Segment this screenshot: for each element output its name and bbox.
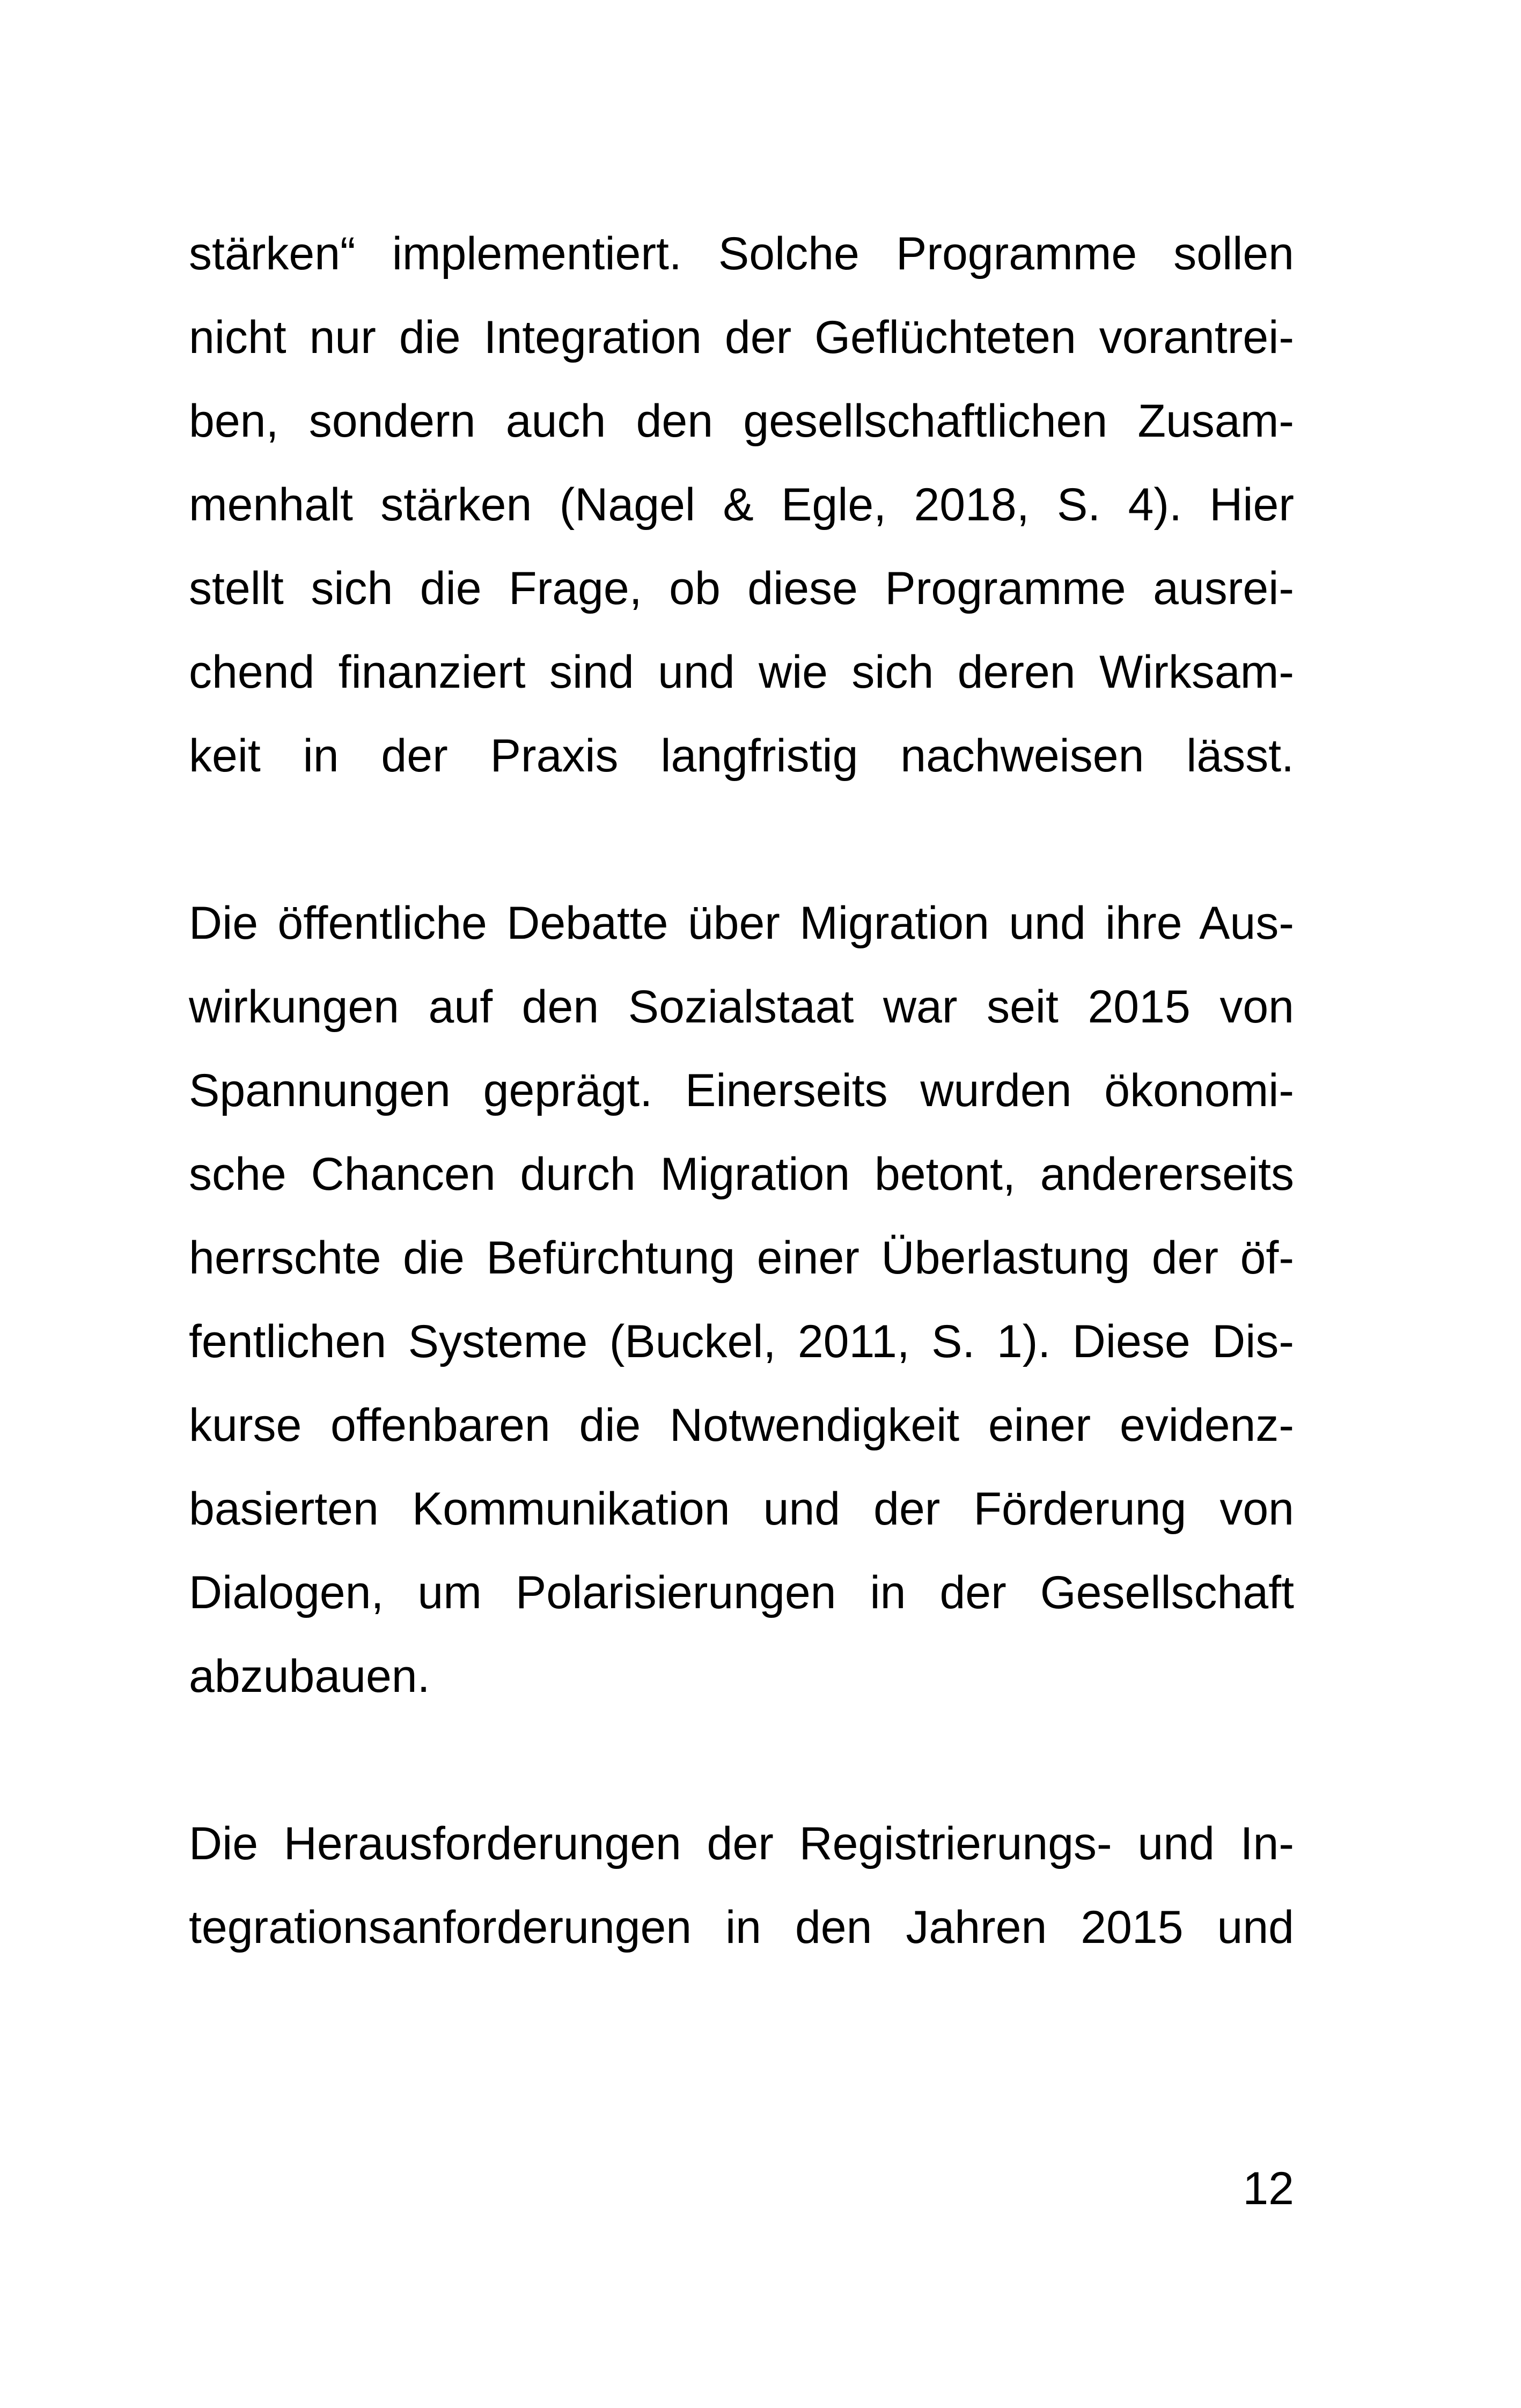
page-number: 12 — [1243, 2163, 1294, 2214]
body-text — [189, 212, 1294, 1969]
text-line: Die Herausforderungen der Registrierungs- und In- — [189, 1818, 1294, 1869]
text-line: sche Chancen durch Migration betont, andererseits — [189, 1148, 1294, 1200]
text-line: Die öffentliche Debatte über Migration und ihre Aus- — [189, 897, 1294, 949]
text-line: abzubauen. — [189, 1651, 430, 1702]
paragraph-1 — [189, 212, 1294, 798]
text-line: herrschte die Befürchtung einer Überlastung der öf- — [189, 1232, 1294, 1284]
text-line: stärken“ implementiert. Solche Programme sollen — [189, 228, 1294, 279]
text-line: keit in der Praxis langfristig nachweisen lässt. — [189, 730, 1294, 782]
text-line: tegrationsanforderungen in den Jahren 2015 und — [189, 1902, 1294, 1953]
text-line: stellt sich die Frage, ob diese Programme ausrei- — [189, 563, 1294, 614]
paragraph-spacer — [189, 798, 1294, 881]
text-line: wirkungen auf den Sozialstaat war seit 2015 von — [189, 981, 1294, 1033]
text-line: Spannungen geprägt. Einerseits wurden ökonomi- — [189, 1065, 1294, 1116]
text-line: menhalt stärken (Nagel & Egle, 2018, S. 4). Hier — [189, 479, 1294, 531]
text-line: basierten Kommunikation und der Förderung von — [189, 1483, 1294, 1535]
paragraph-2 — [189, 881, 1294, 1718]
text-line: fentlichen Systeme (Buckel, 2011, S. 1). Diese Dis- — [189, 1316, 1294, 1367]
text-line: nicht nur die Integration der Geflüchteten vorantrei- — [189, 312, 1294, 363]
paragraph-spacer — [189, 1718, 1294, 1802]
text-line: kurse offenbaren die Notwendigkeit einer evidenz- — [189, 1400, 1294, 1451]
text-line: Dialogen, um Polarisierungen in der Gesellschaft — [189, 1567, 1294, 1618]
text-line: ben, sondern auch den gesellschaftlichen Zusam- — [189, 395, 1294, 447]
paragraph-3 — [189, 1802, 1294, 1969]
text-line: chend finanziert sind und wie sich deren Wirksam- — [189, 646, 1294, 698]
